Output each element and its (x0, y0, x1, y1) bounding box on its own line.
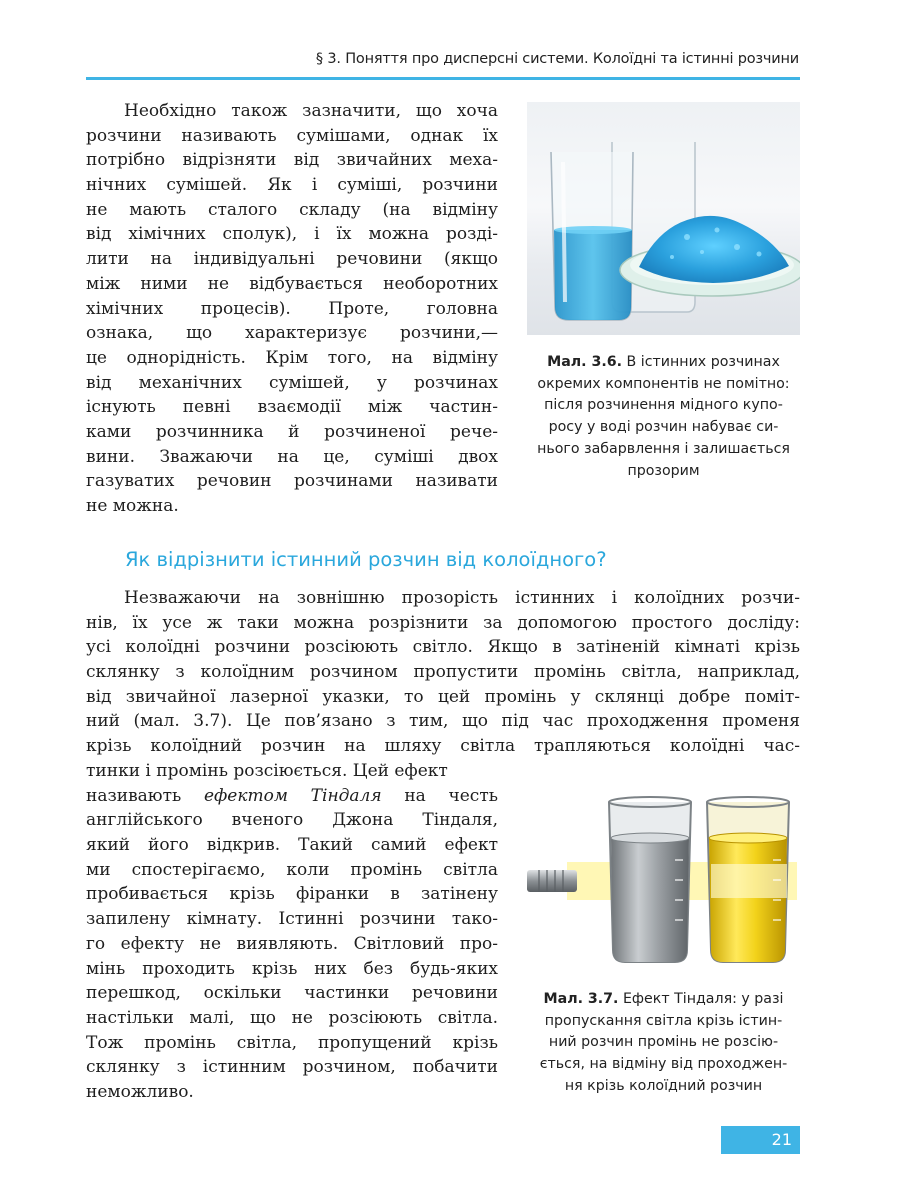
figure-3-7-caption (522, 989, 805, 1098)
page-number-box (721, 1126, 800, 1154)
section-heading: Як відрізнити істинний розчин від колоїдного? (125, 548, 607, 571)
caption-line: прозорим (627, 462, 700, 479)
text-line: ний (мал. 3.7). Це пов’язано з тим, що під час проходження променя (86, 711, 800, 732)
caption-line: Мал. 3.7. Ефект Тіндаля: у разі (543, 991, 784, 1007)
text-line: між ними не відбувається необоротних (86, 273, 498, 294)
text-line: від механічних сумішей, у розчинах (86, 372, 498, 393)
text-line: тинки і промінь розсіюється. Цей ефект (86, 761, 448, 781)
text-line: пробивається крізь фіранки в затінену (86, 884, 498, 905)
text-line: Незважаючи на зовнішню прозорість істинних і колоїдних розчи- (124, 588, 800, 608)
text-line: нічних сумішей. Як і суміші, розчини (86, 175, 498, 196)
text-line: ками розчинника й розчиненої рече- (86, 421, 498, 442)
term-italic: ефектом Тіндаля (203, 785, 382, 806)
text-line: Необхідно також зазначити, що хоча (124, 101, 498, 121)
text-line: ознака, що характеризує розчини,— (86, 323, 498, 344)
text-line: не мають сталого складу (на відміну (86, 199, 498, 220)
figure-3-6-photo (527, 102, 800, 335)
caption-line: нього забарвлення і залишається (537, 440, 790, 457)
figure-3-7-illustration (527, 790, 800, 968)
figure-3-6-caption (522, 352, 805, 482)
caption-line: ний розчин промінь не розсію- (548, 1034, 779, 1051)
text-line: називають ефектом Тіндаля на честь (86, 785, 498, 806)
running-header: § 3. Поняття про дисперсні системи. Колоїдні та істинні розчини (315, 51, 799, 67)
caption-label: Мал. 3.6. (547, 354, 623, 370)
tyndall-effect-illustration (527, 790, 800, 968)
caption-label: Мал. 3.7. (543, 991, 619, 1007)
caption-line: окремих компонентів не помітно: (537, 375, 790, 392)
text-line: потрібно відрізняти від звичайних меха- (86, 150, 498, 171)
page-number: 21 (771, 1130, 792, 1149)
text-line: ми спостерігаємо, коли промінь світла (86, 859, 498, 880)
header-rule (86, 77, 800, 80)
caption-line: пропускання світла крізь істин- (544, 1012, 783, 1029)
caption-line: росу у воді розчин набуває си- (548, 419, 779, 436)
text-line: неможливо. (86, 1081, 194, 1102)
text-line: перешкод, оскільки частинки речовини (86, 983, 498, 1004)
text-line: газуватих речовин розчинами називати (86, 471, 498, 492)
text-line: який його відкрив. Такий самий ефект (86, 835, 498, 856)
caption-line: Мал. 3.6. В істинних розчинах (547, 354, 780, 370)
text-line: вини. Зважаючи на це, суміші двох (86, 446, 498, 467)
paragraph-1 (86, 99, 498, 519)
text-line: запилену кімнату. Істинні розчини тако- (86, 909, 498, 930)
text-line: мінь проходить крізь них без будь-яких (86, 958, 498, 979)
paragraph-2-column (86, 759, 498, 1105)
text-line: від звичайної лазерної указки, то цей промінь у склянці добре поміт- (86, 686, 800, 707)
text-line: англійського вченого Джона Тіндаля, (86, 810, 498, 831)
text-line: настільки малі, що не розсіюють світла. (86, 1007, 498, 1028)
text-line: розчини називають сумішами, однак їх (86, 125, 498, 146)
paragraph-2-full-width (86, 586, 800, 759)
text-line: го ефекту не виявляють. Світловий про- (86, 933, 498, 954)
text-line: існують певні взаємодії між частин- (86, 397, 498, 418)
copper-sulfate-beakers-illustration (527, 102, 800, 335)
text-line: нів, їх усе ж таки можна розрізнити за допомогою простого досліду: (86, 612, 800, 633)
text-line: Тож промінь світла, пропущений крізь (86, 1032, 498, 1053)
text-line: склянку з істинним розчином, побачити (86, 1057, 498, 1078)
text-line: лити на індивідуальні речовини (якщо (86, 249, 498, 270)
text-line: не можна. (86, 496, 179, 516)
text-line: від хімічних сполук), і їх можна розді- (86, 224, 498, 245)
text-line: крізь колоїдний розчин на шляху світла трапляються колоїдні час- (86, 736, 800, 757)
text-line: усі колоїдні розчини розсіюють світло. Якщо в затіненій кімнаті крізь (86, 637, 800, 658)
text-line: це однорідність. Крім того, на відміну (86, 347, 498, 368)
caption-line: ня крізь колоїдний розчин (564, 1077, 763, 1094)
text-line: склянку з колоїдним розчином пропустити промінь світла, наприклад, (86, 662, 800, 683)
text-line: хімічних процесів). Проте, головна (86, 298, 498, 319)
caption-line: після розчинення мідного купо- (544, 397, 783, 414)
caption-line: ється, на відміну від проходжен- (539, 1056, 788, 1073)
